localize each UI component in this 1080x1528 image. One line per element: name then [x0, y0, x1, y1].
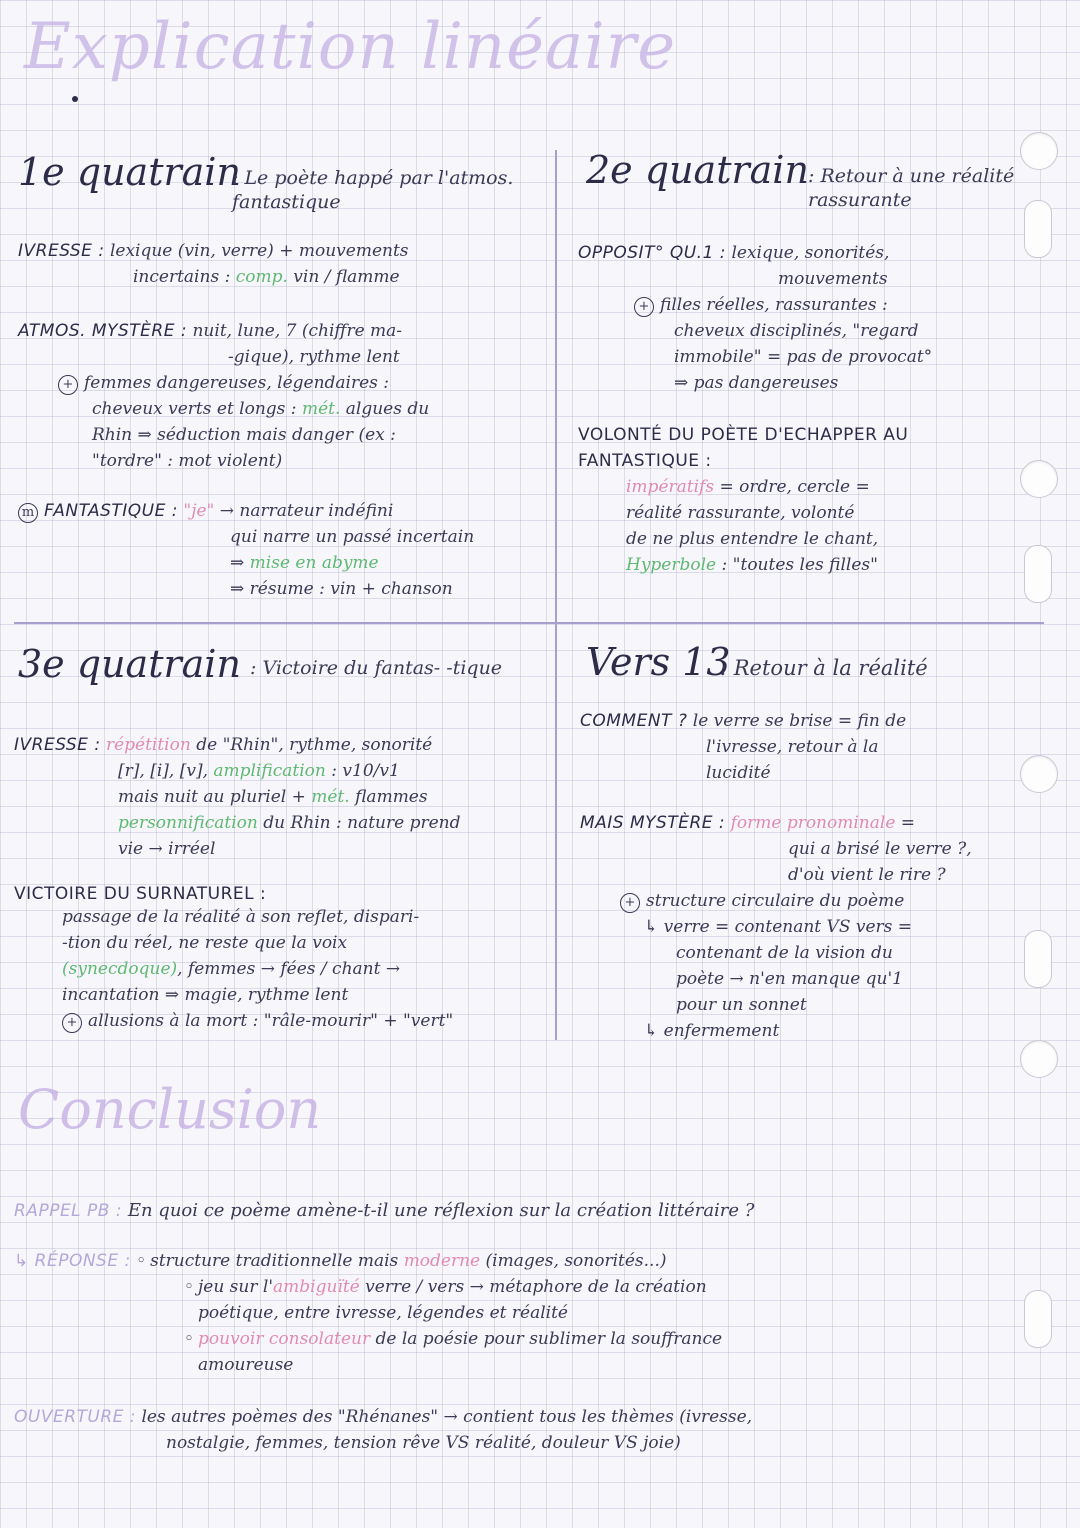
q1-atmos-text: Rhin ⇒ séduction mais danger (ex : — [92, 425, 396, 445]
q3-ivr-personnification: personnification — [118, 813, 258, 833]
reponse-text: structure traditionnelle mais — [150, 1251, 399, 1271]
q3-ivr-text: [r], [i], [v], — [118, 761, 208, 781]
reponse-ambiguite: ambiguïté — [273, 1277, 360, 1297]
q3-ivr-repetition: répétition — [105, 735, 191, 755]
q2-vol-text: de ne plus entendre le chant, — [626, 529, 879, 549]
q1-fant-text: → narrateur indéfini — [219, 501, 394, 521]
q2-volonte-block — [578, 422, 1033, 578]
q1-atmos-text: cheveux verts et longs : — [92, 399, 297, 419]
q1-ivresse-text: vin / flamme — [293, 267, 400, 287]
q1-fant-mise-en-abyme: mise en abyme — [249, 553, 379, 573]
v13-mais-label: MAIS MYSTÈRE : — [580, 813, 726, 833]
q3-ivr-met: mét. — [311, 787, 350, 807]
q1-ivresse-block — [18, 238, 548, 290]
reponse-text: jeu sur l' — [198, 1277, 273, 1297]
q1-atmos-text: "tordre" : mot violent) — [92, 451, 283, 471]
q3-vict-text: allusions à la mort : "râle-mourir" + "vert" — [88, 1011, 454, 1031]
v13-mais-text: contenant de la vision du — [676, 943, 893, 963]
q2-oppo-text: immobile" = pas de provocat° — [674, 347, 933, 367]
q1-fant-text: qui narre un passé incertain — [230, 527, 475, 547]
q3-vict-synecdoque: (synecdoque) — [62, 959, 178, 979]
v13-mais-text: pour un sonnet — [676, 995, 807, 1015]
q3-ivresse-block — [14, 732, 549, 862]
q1-ivresse-text: incertains : — [133, 267, 231, 287]
ouverture-label: OUVERTURE : — [14, 1407, 137, 1427]
v13-mais-text: ↳ enfermement — [644, 1021, 780, 1041]
reponse-label: ↳ RÉPONSE : — [14, 1251, 131, 1271]
reponse-text: de la poésie pour sublimer la souffrance — [375, 1329, 723, 1349]
horizontal-divider — [14, 622, 1044, 624]
binder-hole — [1020, 1040, 1058, 1078]
q2-opposition-block — [578, 240, 1033, 396]
v13-mais-text: structure circulaire du poème — [646, 891, 905, 911]
v13-heading: Vers 13 — [586, 640, 731, 684]
q3-vict-label: VICTOIRE DU SURNATUREL : — [14, 884, 267, 904]
ouverture-text: nostalgie, femmes, tension rêve VS réalité, douleur VS joie) — [166, 1433, 681, 1453]
reponse-text: poétique, entre ivresse, légendes et réalité — [198, 1303, 568, 1323]
q3-vict-text: -tion du réel, ne reste que la voix — [62, 933, 348, 953]
plus-icon: + — [58, 375, 78, 395]
q1-subtitle: : Le poète happé par l'atmos. fantastique — [232, 167, 514, 213]
q1-heading: 1e quatrain — [18, 150, 241, 194]
v13-mais-text: qui a brisé le verre ?, — [788, 839, 972, 859]
q2-oppo-text: lexique, sonorités, — [731, 243, 890, 263]
q2-oppo-text: filles réelles, rassurantes : — [660, 295, 888, 315]
v13-comment-block — [580, 708, 1035, 786]
vertical-divider — [555, 150, 557, 1040]
conclusion-ouverture — [14, 1404, 1044, 1456]
q3-vict-text: , femmes → fées / chant → — [177, 959, 401, 979]
q2-oppo-text: mouvements — [778, 269, 888, 289]
v13-mais-text: d'où vient le rire ? — [788, 865, 946, 885]
q3-ivr-text: flammes — [355, 787, 428, 807]
reponse-text: amoureuse — [198, 1355, 294, 1375]
reponse-text: verre / vers → métaphore de la création — [365, 1277, 707, 1297]
q2-vol-imperatifs: impératifs — [626, 477, 715, 497]
q3-ivresse-label: IVRESSE : — [14, 735, 101, 755]
v13-comment-text: l'ivresse, retour à la — [706, 737, 879, 757]
q3-subtitle: : Victoire du fantas- -tique — [250, 657, 503, 679]
v13-comment-label: COMMENT ? — [580, 711, 688, 731]
q3-victoire-block — [14, 884, 549, 1034]
reponse-text: (images, sonorités...) — [485, 1251, 667, 1271]
q2-oppo-text: ⇒ pas dangereuses — [674, 373, 839, 393]
q3-vict-text: passage de la réalité à son reflet, dispari- — [62, 907, 420, 927]
q3-ivr-text: vie → irréel — [118, 839, 216, 859]
v13-mais-text: = — [900, 813, 916, 833]
rappel-text: En quoi ce poème amène-t-il une réflexion sur la création littéraire ? — [127, 1200, 755, 1221]
conclusion-reponse: ↳ RÉPONSE : ◦ structure traditionnelle mais moderne (images, sonorités...) ◦ jeu sur l'ambiguïté verre / vers → métaphore de la création poétique, entre ivresse, légendes et réalité ◦ pouvoir consolateur de la poésie pour sublimer la souffrance amoureuse — [14, 1251, 723, 1375]
q1-ivresse-comp: comp. — [235, 267, 288, 287]
v13-mais-block — [580, 810, 1035, 1044]
v13-comment-text: le verre se brise = fin de — [692, 711, 907, 731]
reponse-pouvoir-consolateur: pouvoir consolateur — [198, 1329, 371, 1349]
q1-fant-je: "je" — [183, 501, 215, 521]
v13-comment-text: lucidité — [706, 763, 771, 783]
q1-fant-text: ⇒ — [230, 553, 245, 573]
reponse-moderne: moderne — [403, 1251, 481, 1271]
q1-ivresse-label: IVRESSE : — [18, 241, 105, 261]
conclusion-title: Conclusion — [18, 1078, 322, 1141]
q2-vol-text: : "toutes les filles" — [721, 555, 878, 575]
v13-mais-text: poète → n'en manque qu'1 — [676, 969, 903, 989]
q1-atmos-text: femmes dangereuses, légendaires : — [84, 373, 390, 393]
q3-ivr-text: mais nuit au pluriel + — [118, 787, 306, 807]
q1-atmos-text: -gique), rythme lent — [228, 347, 400, 367]
q3-ivr-text: du Rhin : nature prend — [263, 813, 461, 833]
q2-vol-hyperbole: Hyperbole — [626, 555, 717, 575]
q2-vol-label: VOLONTÉ DU POÈTE D'ECHAPPER AU FANTASTIQUE : — [578, 425, 909, 471]
plus-icon: + — [634, 297, 654, 317]
v13-subtitle: : Retour à la réalité — [720, 656, 928, 680]
q1-ivresse-text: lexique (vin, verre) + mouvements — [109, 241, 409, 261]
q3-ivr-text: : v10/v1 — [331, 761, 400, 781]
q1-fant-label: FANTASTIQUE : — [44, 501, 178, 521]
plus-icon: + — [62, 1013, 82, 1033]
q1-atmos-block — [18, 318, 548, 474]
v13-mais-text: ↳ verre = contenant VS vers = — [644, 917, 913, 937]
q3-ivr-amplification: amplification — [213, 761, 326, 781]
q1-atmos-label: ATMOS. MYSTÈRE : — [18, 321, 188, 341]
q1-fant-text: ⇒ résume : vin + chanson — [230, 579, 453, 599]
q1-atmos-text: nuit, lune, 7 (chiffre ma- — [192, 321, 403, 341]
q2-subtitle: : Retour à une réalité rassurante — [808, 165, 1015, 211]
q1-fantastique-block — [18, 498, 548, 602]
q3-ivr-text: de "Rhin", rythme, sonorité — [196, 735, 433, 755]
ouverture-text: les autres poèmes des "Rhénanes" → contient tous les thèmes (ivresse, — [141, 1407, 753, 1427]
q2-heading: 2e quatrain — [586, 148, 809, 192]
conclusion-rappel — [14, 1198, 1054, 1224]
page-title: Explication linéaire — [24, 10, 677, 84]
q2-vol-text: = ordre, cercle = — [719, 477, 870, 497]
v13-forme-pronominale: forme pronominale — [730, 813, 896, 833]
q1-atmos-text: algues du — [345, 399, 430, 419]
q2-vol-text: réalité rassurante, volonté — [626, 503, 855, 523]
q2-oppo-label: OPPOSIT° QU.1 : — [578, 243, 727, 263]
q3-vict-text: incantation ⇒ magie, rythme lent — [62, 985, 349, 1005]
q3-heading: 3e quatrain — [18, 642, 241, 686]
m-circle-icon: m — [18, 503, 38, 523]
plus-icon: + — [620, 893, 640, 913]
q1-atmos-met: mét. — [301, 399, 341, 419]
ink-dot — [72, 96, 78, 102]
q2-oppo-text: cheveux disciplinés, "regard — [674, 321, 919, 341]
rappel-label: RAPPEL PB : — [14, 1201, 123, 1221]
